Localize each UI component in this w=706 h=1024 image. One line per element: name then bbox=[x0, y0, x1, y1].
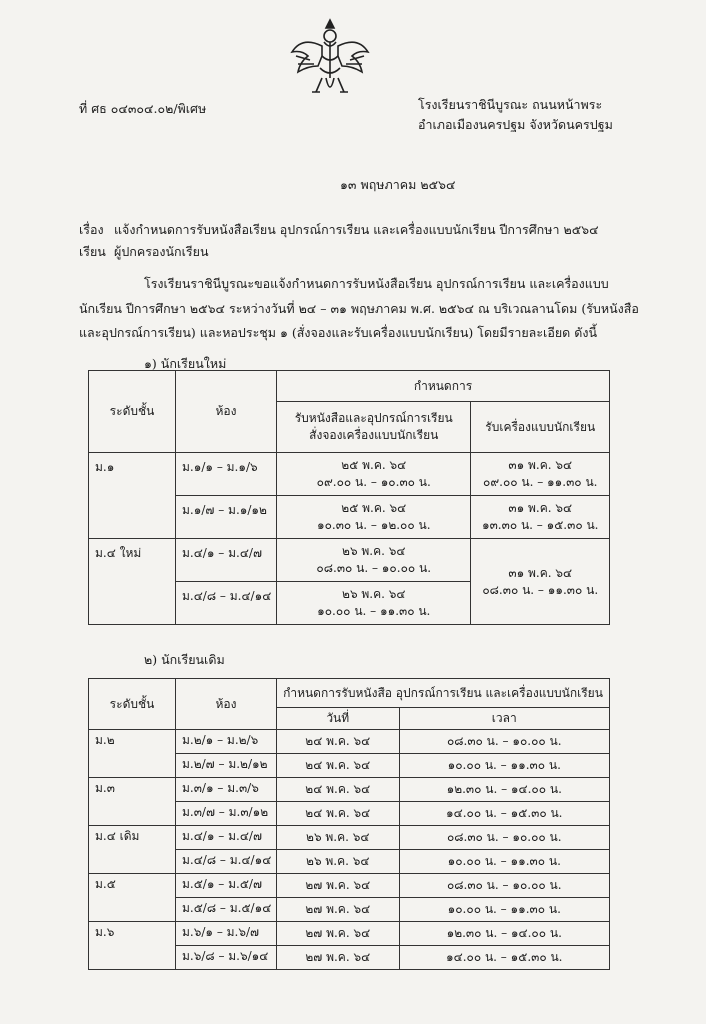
recipient-text: ผู้ปกครองนักเรียน bbox=[114, 244, 209, 259]
time-cell: ๐๘.๓๐ น. – ๑๐.๐๐ น. bbox=[399, 874, 610, 898]
school-address-line1: โรงเรียนราชินีบูรณะ ถนนหน้าพระ bbox=[418, 97, 603, 112]
date-cell: ๒๗ พ.ค. ๖๔ bbox=[277, 874, 400, 898]
body-line-1: โรงเรียนราชินีบูรณะขอแจ้งกำหนดการรับหนังสือเรียน อุปกรณ์การเรียน และเครื่องแบบ bbox=[144, 276, 609, 291]
uniform-date: ๓๑ พ.ค. ๖๔ bbox=[508, 458, 573, 472]
time-cell: ๑๐.๐๐ น. – ๑๑.๓๐ น. bbox=[399, 850, 610, 874]
room-cell: ม.๒/๗ – ม.๒/๑๒ bbox=[176, 754, 277, 778]
room-cell: ม.๑/๗ – ม.๑/๑๒ bbox=[176, 496, 277, 539]
garuda-emblem-icon bbox=[288, 16, 372, 100]
header-books-line2: สั่งจองเครื่องแบบนักเรียน bbox=[309, 428, 439, 442]
room-cell: ม.๖/๘ – ม.๖/๑๔ bbox=[176, 946, 277, 970]
table-row bbox=[89, 826, 610, 850]
uniform-cell bbox=[471, 539, 610, 625]
table-row bbox=[89, 539, 610, 582]
level-cell: ม.๒ bbox=[89, 730, 176, 778]
header-books-line1: รับหนังสือและอุปกรณ์การเรียน bbox=[294, 411, 453, 425]
date-cell: ๒๔ พ.ค. ๖๔ bbox=[277, 730, 400, 754]
time-cell: ๑๔.๐๐ น. – ๑๕.๓๐ น. bbox=[399, 802, 610, 826]
room-cell: ม.๖/๑ – ม.๖/๗ bbox=[176, 922, 277, 946]
room-cell: ม.๔/๑ – ม.๔/๗ bbox=[176, 826, 277, 850]
level-cell: ม.๓ bbox=[89, 778, 176, 826]
books-cell bbox=[277, 582, 471, 625]
books-time: ๐๙.๐๐ น. – ๑๐.๓๐ น. bbox=[316, 475, 431, 489]
date-cell: ๒๔ พ.ค. ๖๔ bbox=[277, 778, 400, 802]
date-cell: ๒๔ พ.ค. ๖๔ bbox=[277, 754, 400, 778]
header-schedule: กำหนดการรับหนังสือ อุปกรณ์การเรียน และเครื่องแบบนักเรียน bbox=[277, 679, 610, 708]
date-cell: ๒๖ พ.ค. ๖๔ bbox=[277, 826, 400, 850]
level-cell: ม.๕ bbox=[89, 874, 176, 922]
uniform-time: ๐๘.๓๐ น. – ๑๑.๓๐ น. bbox=[482, 582, 599, 597]
time-cell: ๐๘.๓๐ น. – ๑๐.๐๐ น. bbox=[399, 826, 610, 850]
subject-label: เรื่อง bbox=[79, 222, 104, 237]
books-time: ๑๐.๓๐ น. – ๑๒.๐๐ น. bbox=[316, 518, 431, 532]
level-cell: ม.๔ เดิม bbox=[89, 826, 176, 874]
header-books bbox=[277, 402, 471, 453]
uniform-cell bbox=[471, 496, 610, 539]
header-level: ระดับชั้น bbox=[89, 679, 176, 730]
table-header-row bbox=[89, 371, 610, 402]
date-cell: ๒๗ พ.ค. ๖๔ bbox=[277, 946, 400, 970]
uniform-time: ๑๓.๓๐ น. – ๑๕.๓๐ น. bbox=[481, 518, 599, 532]
header-uniform: รับเครื่องแบบนักเรียน bbox=[471, 402, 610, 453]
header-room: ห้อง bbox=[176, 371, 277, 453]
room-cell: ม.๓/๗ – ม.๓/๑๒ bbox=[176, 802, 277, 826]
room-cell: ม.๔/๘ – ม.๔/๑๔ bbox=[176, 850, 277, 874]
time-cell: ๑๒.๓๐ น. – ๑๔.๐๐ น. bbox=[399, 778, 610, 802]
uniform-time: ๐๙.๐๐ น. – ๑๑.๓๐ น. bbox=[483, 475, 598, 489]
level-cell: ม.๔ ใหม่ bbox=[89, 539, 176, 625]
header-room: ห้อง bbox=[176, 679, 277, 730]
time-cell: ๐๘.๓๐ น. – ๑๐.๐๐ น. bbox=[399, 730, 610, 754]
books-date: ๒๕ พ.ค. ๖๔ bbox=[341, 458, 407, 472]
header-time: เวลา bbox=[399, 708, 610, 730]
time-cell: ๑๐.๐๐ น. – ๑๑.๓๐ น. bbox=[399, 898, 610, 922]
room-cell: ม.๒/๑ – ม.๒/๖ bbox=[176, 730, 277, 754]
table-row bbox=[89, 874, 610, 898]
room-cell: ม.๓/๑ – ม.๓/๖ bbox=[176, 778, 277, 802]
date-cell: ๒๗ พ.ค. ๖๔ bbox=[277, 898, 400, 922]
books-cell bbox=[277, 539, 471, 582]
books-time: ๐๘.๓๐ น. – ๑๐.๐๐ น. bbox=[316, 561, 432, 575]
body-line-3: และอุปกรณ์การเรียน) และหอประชุม ๑ (สั่งจองและรับเครื่องแบบนักเรียน) โดยมีรายละเอียด ดังนี้ bbox=[79, 325, 598, 340]
books-date: ๒๖ พ.ค. ๖๔ bbox=[342, 587, 406, 601]
date-cell: ๒๖ พ.ค. ๖๔ bbox=[277, 850, 400, 874]
subject-text: แจ้งกำหนดการรับหนังสือเรียน อุปกรณ์การเรียน และเครื่องแบบนักเรียน ปีการศึกษา ๒๕๖๔ bbox=[114, 222, 599, 237]
table-header-row bbox=[89, 679, 610, 708]
document-number: ที่ ศธ ๐๔๓๐๔.๐๒/พิเศษ bbox=[79, 101, 207, 116]
room-cell: ม.๑/๑ – ม.๑/๖ bbox=[176, 453, 277, 496]
time-cell: ๑๔.๐๐ น. – ๑๕.๓๐ น. bbox=[399, 946, 610, 970]
recipient-label: เรียน bbox=[79, 244, 106, 259]
table-row bbox=[89, 922, 610, 946]
new-students-schedule-table bbox=[88, 370, 610, 625]
time-cell: ๑๐.๐๐ น. – ๑๑.๓๐ น. bbox=[399, 754, 610, 778]
books-date: ๒๕ พ.ค. ๖๔ bbox=[341, 501, 407, 515]
body-line-2: นักเรียน ปีการศึกษา ๒๕๖๔ ระหว่างวันที่ ๒๔ – ๓๑ พฤษภาคม พ.ศ. ๒๕๖๔ ณ บริเวณลานโดม (รับหนังสือ bbox=[79, 301, 639, 316]
level-cell: ม.๑ bbox=[89, 453, 176, 539]
room-cell: ม.๕/๘ – ม.๕/๑๔ bbox=[176, 898, 277, 922]
table-row bbox=[89, 778, 610, 802]
date-cell: ๒๗ พ.ค. ๖๔ bbox=[277, 922, 400, 946]
time-cell: ๑๒.๓๐ น. – ๑๔.๐๐ น. bbox=[399, 922, 610, 946]
table-row bbox=[89, 453, 610, 496]
existing-students-schedule-table bbox=[88, 678, 610, 970]
room-cell: ม.๔/๘ – ม.๔/๑๔ bbox=[176, 582, 277, 625]
books-time: ๑๐.๐๐ น. – ๑๑.๓๐ น. bbox=[317, 604, 431, 618]
table-row bbox=[89, 730, 610, 754]
room-cell: ม.๔/๑ – ม.๔/๗ bbox=[176, 539, 277, 582]
uniform-cell bbox=[471, 453, 610, 496]
level-cell: ม.๖ bbox=[89, 922, 176, 970]
section-new-students-title: ๑) นักเรียนใหม่ bbox=[144, 356, 227, 371]
school-address-line2: อำเภอเมืองนครปฐม จังหวัดนครปฐม bbox=[418, 117, 613, 132]
books-cell bbox=[277, 496, 471, 539]
letter-date: ๑๓ พฤษภาคม ๒๕๖๔ bbox=[340, 177, 456, 192]
room-cell: ม.๕/๑ – ม.๕/๗ bbox=[176, 874, 277, 898]
header-level: ระดับชั้น bbox=[89, 371, 176, 453]
section-existing-students-title: ๒) นักเรียนเดิม bbox=[144, 652, 225, 667]
uniform-date: ๓๑ พ.ค. ๖๔ bbox=[508, 501, 573, 515]
uniform-date: ๓๑ พ.ค. ๖๔ bbox=[508, 565, 573, 580]
date-cell: ๒๔ พ.ค. ๖๔ bbox=[277, 802, 400, 826]
books-cell bbox=[277, 453, 471, 496]
header-date: วันที่ bbox=[277, 708, 400, 730]
header-schedule: กำหนดการ bbox=[277, 371, 610, 402]
books-date: ๒๖ พ.ค. ๖๔ bbox=[342, 544, 406, 558]
